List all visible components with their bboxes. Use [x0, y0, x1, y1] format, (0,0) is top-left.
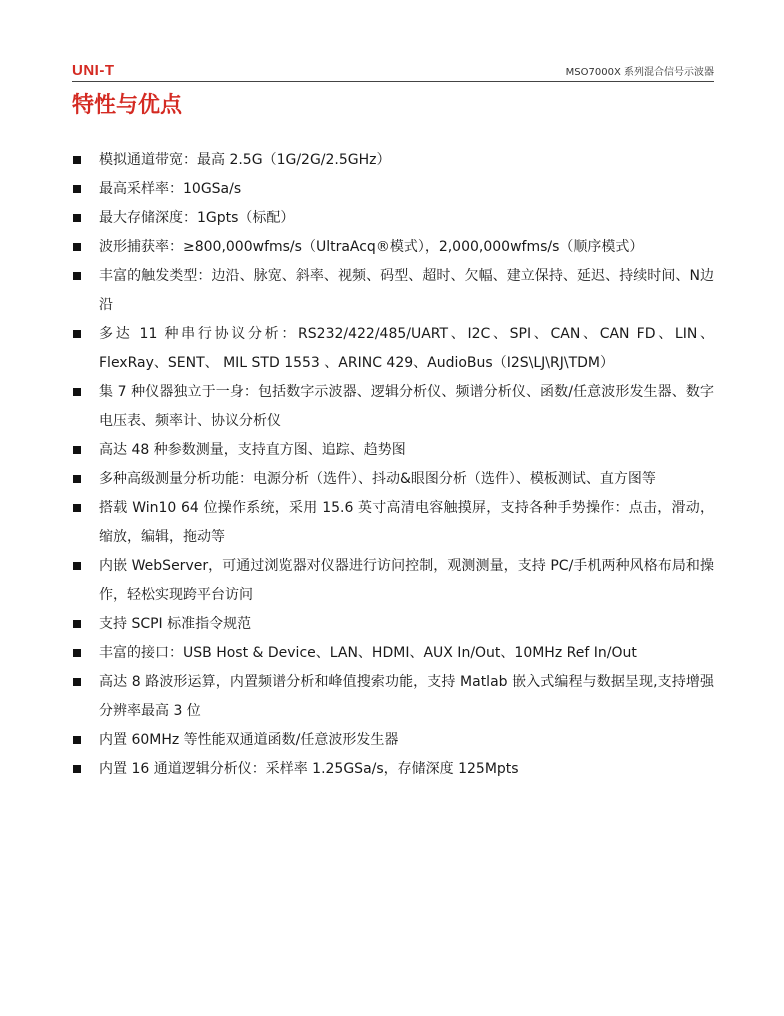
square-bullet-icon: [73, 765, 81, 773]
square-bullet-icon: [73, 185, 81, 193]
feature-item: [72, 175, 714, 204]
feature-text: 高达 8 路波形运算，内置频谱分析和峰值搜索功能，支持 Matlab 嵌入式编程与数据呈现,支持增强分辨率最高 3 位: [99, 674, 714, 719]
feature-item: [72, 146, 714, 175]
feature-text: 多种高级测量分析功能：电源分析（选件）、抖动&眼图分析（选件）、模板测试、直方图等: [99, 471, 656, 487]
feature-item: [72, 204, 714, 233]
feature-text: 支持 SCPI 标准指令规范: [99, 616, 252, 632]
feature-item: [72, 639, 714, 668]
feature-text: 波形捕获率：≥800,000wfms/s（UltraAcq®模式），2,000,000wfms/s（顺序模式）: [99, 239, 644, 255]
feature-item: [72, 726, 714, 755]
square-bullet-icon: [73, 678, 81, 686]
square-bullet-icon: [73, 562, 81, 570]
square-bullet-icon: [73, 330, 81, 338]
feature-text: 内置 60MHz 等性能双通道函数/任意波形发生器: [99, 732, 399, 748]
square-bullet-icon: [73, 388, 81, 396]
feature-text: 最高采样率：10GSa/s: [99, 181, 242, 197]
square-bullet-icon: [73, 475, 81, 483]
feature-text: 高达 48 种参数测量，支持直方图、追踪、趋势图: [99, 442, 406, 458]
square-bullet-icon: [73, 243, 81, 251]
square-bullet-icon: [73, 272, 81, 280]
feature-text: 多达 11 种串行协议分析：RS232/422/485/UART、I2C、SPI、CAN、CAN FD、LIN、FlexRay、SENT、 MIL STD 1553 、ARINC 429、AudioBus（I2S\LJ\RJ\TDM）: [99, 326, 714, 371]
feature-text: 丰富的触发类型：边沿、脉宽、斜率、视频、码型、超时、欠幅、建立保持、延迟、持续时间、N边沿: [99, 268, 714, 313]
feature-text: 内置 16 通道逻辑分析仪：采样率 1.25GSa/s，存储深度 125Mpts: [99, 761, 519, 777]
feature-item: [72, 668, 714, 726]
feature-item: [72, 552, 714, 610]
feature-text: 丰富的接口：USB Host & Device、LAN、HDMI、AUX In/Out、10MHz Ref In/Out: [99, 645, 637, 661]
feature-item: [72, 378, 714, 436]
document-title: MSO7000X 系列混合信号示波器: [565, 67, 714, 78]
feature-text: 最大存储深度：1Gpts（标配）: [99, 210, 295, 226]
feature-text: 内嵌 WebServer，可通过浏览器对仪器进行访问控制，观测测量，支持 PC/手机两种风格布局和操作，轻松实现跨平台访问: [99, 558, 714, 603]
page-header: [72, 62, 714, 82]
feature-item: [72, 755, 714, 784]
square-bullet-icon: [73, 649, 81, 657]
brand-logo: UNI-T: [72, 62, 115, 79]
feature-text: 模拟通道带宽：最高 2.5G（1G/2G/2.5GHz）: [99, 152, 391, 168]
square-bullet-icon: [73, 446, 81, 454]
feature-item: [72, 436, 714, 465]
feature-item: [72, 233, 714, 262]
feature-item: [72, 610, 714, 639]
feature-text: 集 7 种仪器独立于一身：包括数字示波器、逻辑分析仪、频谱分析仪、函数/任意波形发生器、数字电压表、频率计、协议分析仪: [99, 384, 714, 429]
square-bullet-icon: [73, 504, 81, 512]
square-bullet-icon: [73, 620, 81, 628]
feature-text: 搭载 Win10 64 位操作系统，采用 15.6 英寸高清电容触摸屏，支持各种手势操作：点击，滑动，缩放，编辑，拖动等: [99, 500, 714, 545]
feature-list: [72, 146, 714, 784]
square-bullet-icon: [73, 736, 81, 744]
feature-item: [72, 262, 714, 320]
square-bullet-icon: [73, 156, 81, 164]
header-divider: [72, 81, 714, 82]
feature-item: [72, 320, 714, 378]
feature-item: [72, 494, 714, 552]
section-heading: 特性与优点: [72, 93, 183, 118]
square-bullet-icon: [73, 214, 81, 222]
feature-item: [72, 465, 714, 494]
